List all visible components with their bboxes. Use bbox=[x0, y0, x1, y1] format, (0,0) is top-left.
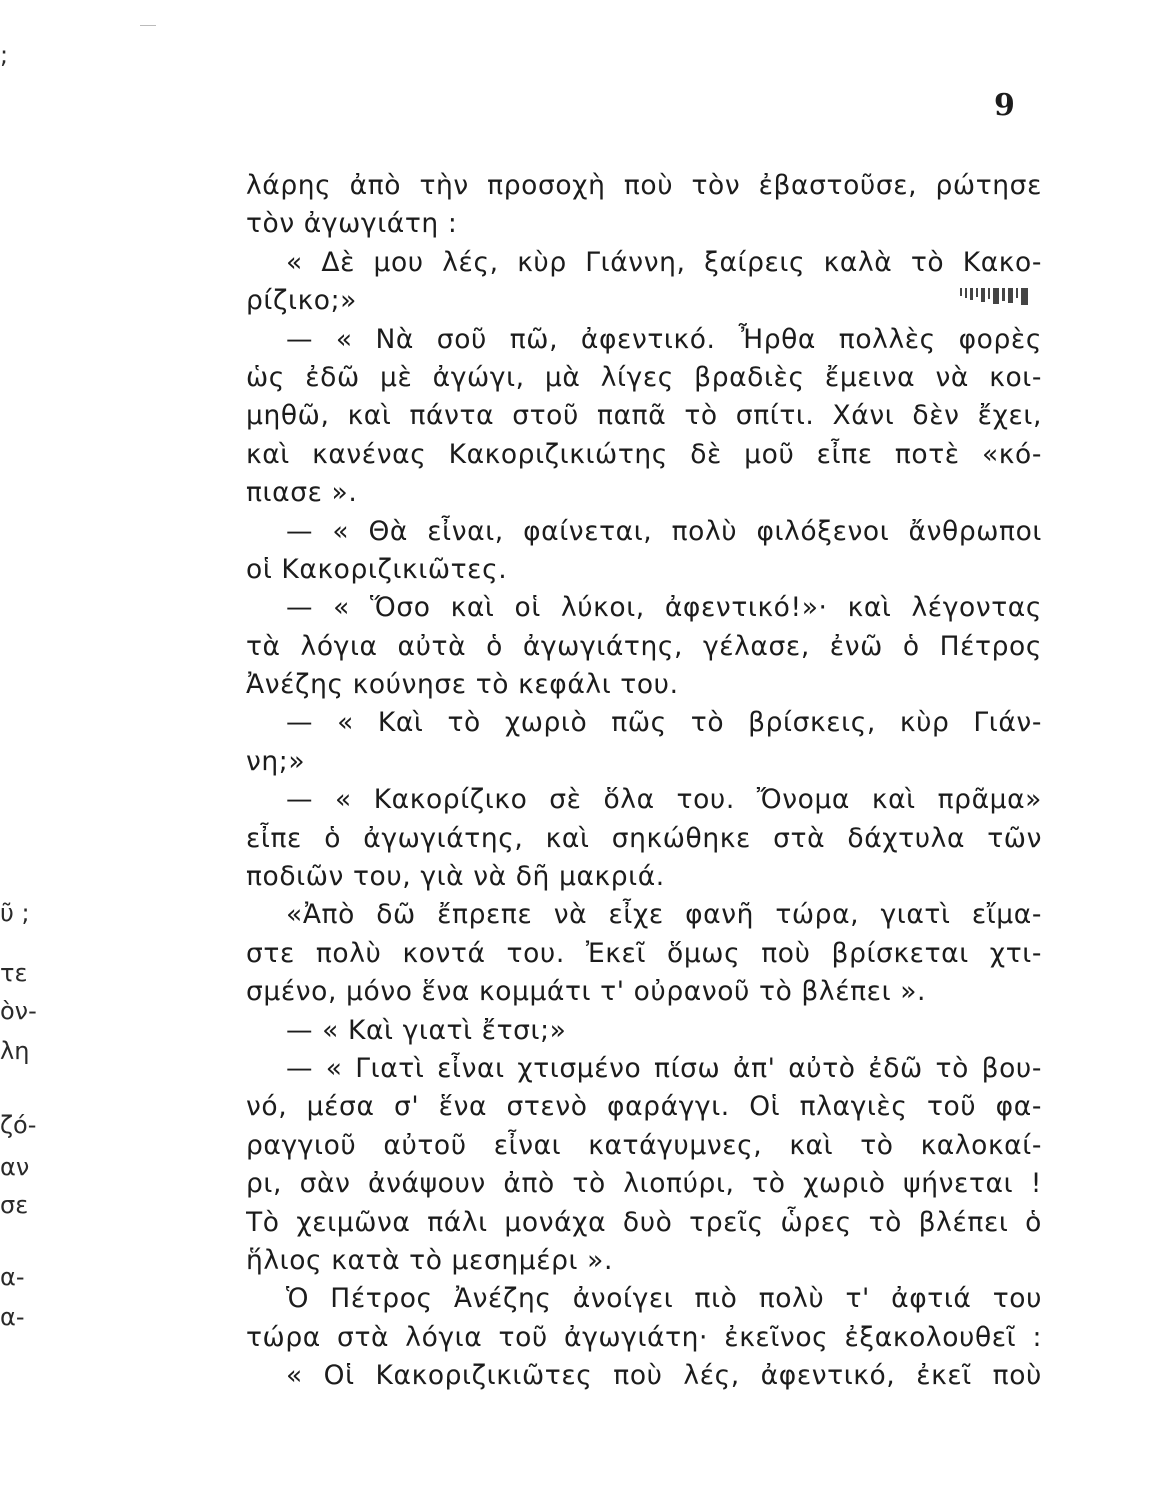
text-line: — « Καὶ γιατὶ ἔτσι;» bbox=[286, 1014, 567, 1046]
text-line: μηθῶ, καὶ πάντα στοῦ παπᾶ τὸ σπίτι. Χάνι δὲν ἔχει, bbox=[246, 400, 1042, 432]
text-line: ρι, σὰν ἀνάψουν ἀπὸ τὸ λιοπύρι, τὸ χωριὸ ψήνεται ! bbox=[246, 1168, 1042, 1200]
text-line: «Ἀπὸ δῶ ἔπρεπε νὰ εἶχε φανῆ τώρα, γιατὶ εἴμα- bbox=[286, 899, 1042, 931]
margin-fragment: ῦ ; bbox=[0, 899, 30, 927]
text-line: ἥλιος κατὰ τὸ μεσημέρι ». bbox=[246, 1244, 613, 1276]
text-line: ραγγιοῦ αὐτοῦ εἶναι κατάγυμνες, καὶ τὸ καλοκαί- bbox=[246, 1129, 1042, 1161]
text-line: Τὸ χειμῶνα πάλι μονάχα δυὸ τρεῖς ὧρες τὸ βλέπει ὁ bbox=[246, 1206, 1042, 1238]
text-line: ποδιῶν του, γιὰ νὰ δῆ μακριά. bbox=[246, 861, 665, 893]
margin-fragment: αν bbox=[0, 1153, 30, 1181]
text-line: ρίζικο;» bbox=[246, 285, 357, 317]
text-line: στε πολὺ κοντά του. Ἐκεῖ ὅμως ποὺ βρίσκεται χτι- bbox=[246, 937, 1042, 969]
text-line: εἶπε ὁ ἀγωγιάτης, καὶ σηκώθηκε στὰ δάχτυλα τῶν bbox=[246, 822, 1042, 854]
text-line: νη;» bbox=[246, 745, 306, 777]
text-line: τὸν ἀγωγιάτη : bbox=[246, 208, 458, 240]
margin-fragment: λη bbox=[0, 1037, 30, 1065]
margin-fragment: σε bbox=[0, 1191, 29, 1219]
text-line: « Δὲ μου λές, κὺρ Γιάννη, ξαίρεις καλὰ τὸ Κακο- bbox=[286, 246, 1042, 278]
margin-fragment: α- bbox=[0, 1303, 25, 1331]
text-line: — « Νὰ σοῦ πῶ, ἀφεντικό. Ἦρθα πολλὲς φορὲς bbox=[286, 323, 1042, 355]
text-line: Ἀνέζης κούνησε τὸ κεφάλι του. bbox=[246, 669, 679, 701]
text-line: — « Θὰ εἶναι, φαίνεται, πολὺ φιλόξενοι ἄνθρωποι bbox=[286, 515, 1042, 547]
text-line: καὶ κανένας Κακοριζικιώτης δὲ μοῦ εἶπε ποτὲ «κό- bbox=[246, 438, 1042, 470]
text-line: λάρης ἀπὸ τὴν προσοχὴ ποὺ τὸν ἐβαστοῦσε, ρώτησε bbox=[246, 170, 1042, 201]
text-line: — « Γιατὶ εἶναι χτισμένο πίσω ἀπ' αὐτὸ ἐδῶ τὸ βου- bbox=[286, 1052, 1042, 1084]
body-text bbox=[246, 167, 1042, 1396]
text-line: τὰ λόγια αὐτὰ ὁ ἀγωγιάτης, γέλασε, ἐνῶ ὁ Πέτρος bbox=[246, 630, 1042, 662]
text-line: « Οἱ Κακοριζικιῶτες ποὺ λές, ἀφεντικό, ἐκεῖ ποὺ bbox=[286, 1360, 1042, 1392]
left-margin-bleed-through bbox=[0, 0, 60, 1500]
text-line: — « Κακορίζικο σὲ ὅλα του. Ὄνομα καὶ πρᾶμα» bbox=[286, 784, 1042, 816]
margin-fragment: ζό- bbox=[0, 1111, 37, 1139]
scan-edge-rule bbox=[140, 25, 156, 26]
text-line: — « Καὶ τὸ χωριὸ πῶς τὸ βρίσκεις, κὺρ Γιάν- bbox=[286, 707, 1042, 739]
margin-fragment: ὸν- bbox=[0, 997, 37, 1025]
margin-fragment: α- bbox=[0, 1263, 25, 1291]
text-line: Ὁ Πέτρος Ἀνέζης ἀνοίγει πιὸ πολὺ τ' ἀφτιά του bbox=[286, 1283, 1042, 1315]
text-line: σμένο, μόνο ἕνα κομμάτι τ' οὐρανοῦ τὸ βλέπει ». bbox=[246, 976, 927, 1008]
margin-fragment: τε bbox=[0, 959, 28, 987]
margin-fragment: ; bbox=[0, 41, 9, 69]
text-line: νό, μέσα σ' ἕνα στενὸ φαράγγι. Οἱ πλαγιὲς τοῦ φα- bbox=[246, 1091, 1042, 1123]
text-line: ὡς ἐδῶ μὲ ἀγώγι, μὰ λίγες βραδιὲς ἔμεινα νὰ κοι- bbox=[246, 361, 1042, 393]
text-line: οἱ Κακοριζικιῶτες. bbox=[246, 553, 508, 585]
text-line: τώρα στὰ λόγια τοῦ ἀγωγιάτη· ἐκεῖνος ἐξακολουθεῖ : bbox=[246, 1321, 1042, 1353]
text-line: — « Ὅσο καὶ οἱ λύκοι, ἀφεντικό!»· καὶ λέγοντας bbox=[286, 592, 1042, 624]
page-number: 9 bbox=[994, 88, 1015, 123]
text-line: πιασε ». bbox=[246, 477, 358, 509]
